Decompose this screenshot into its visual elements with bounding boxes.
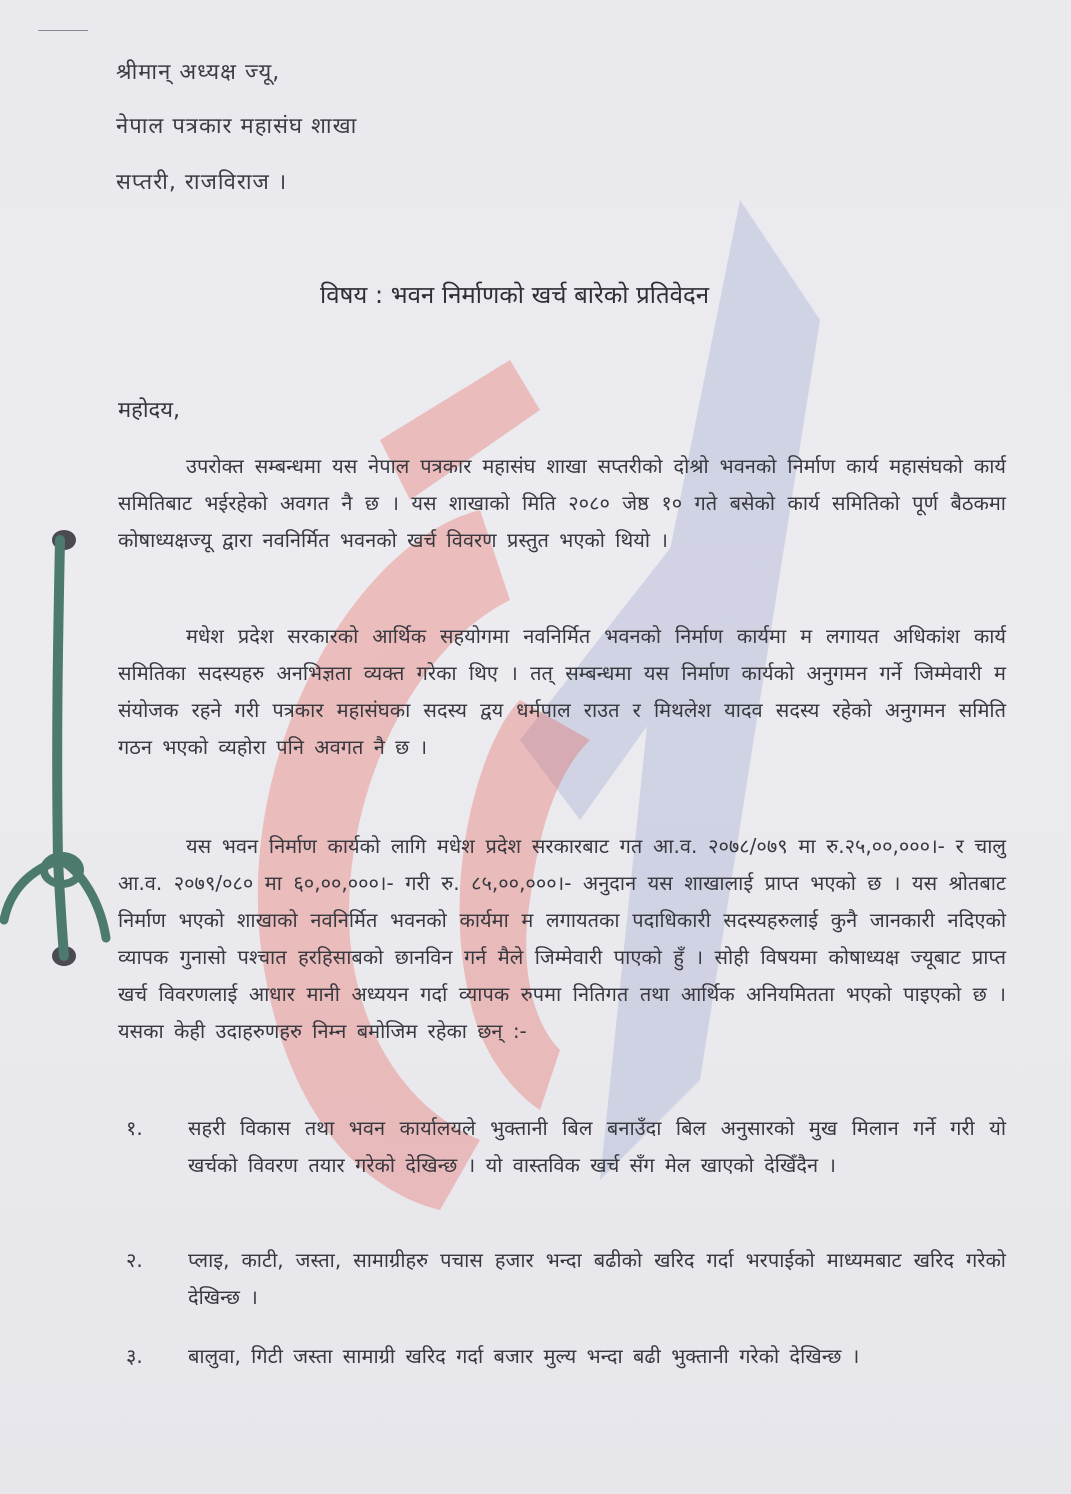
paragraph-2: मधेश प्रदेश सरकारको आर्थिक सहयोगमा नवनिर्मित भवनको निर्माण कार्यमा म लगायत अधिकांश कार्य समितिका सदस्यहरु अनभिज्ञता व्यक्त गरेका थिए । तत् सम्बन्धमा यस निर्माण कार्यको अनुगमन गर्ने जिम्मेवारी म संयोजक रहने गरी पत्रकार महासंघका सदस्य द्वय धर्मपाल राउत र मिथलेश यादव सदस्य रहेको अनुगमन समिति गठन भएको व्यहोरा पनि अवगत नै छ । — [118, 624, 1006, 759]
subject-line: विषय : भवन निर्माणको खर्च बारेको प्रतिवेदन — [320, 281, 710, 309]
edge-mark — [38, 30, 88, 31]
salutation: महोदय, — [118, 398, 180, 423]
paragraph-3: यस भवन निर्माण कार्यको लागि मधेश प्रदेश सरकारबाट गत आ.व. २०७८/०७९ मा रु.२५,००,०००।- र चालु आ.व. २०७९/०८० मा ६०,००,०००।- गरी रु. ८५,००,०००।- अनुदान यस शाखालाई प्राप्त भएको छ । यस श्रोतबाट निर्माण भएको शाखाको नवनिर्मित भवनको कार्यमा म लगायतका पदाधिकारी सदस्यहरुलाई कुनै जानकारी नदिएको व्यापक गुनासो पश्चात हरहिसाबको छानविन गर्न मैले जिम्मेवारी पाएको हुँ । सोही विषयमा कोषाध्यक्ष ज्यूबाट प्राप्त खर्च विवरणलाई आधार मानी अध्ययन गर्दा व्यापक रुपमा नितिगत तथा आर्थिक अनियमितता भएको पाइएको छ । यसका केही उदाहरुणहरु निम्न बमोजिम रहेका छन् :- — [118, 834, 1006, 1043]
address-line-3: सप्तरी, राजविराज । — [116, 170, 288, 195]
list-item-number: १. — [126, 1116, 143, 1140]
address-line-1: श्रीमान् अध्यक्ष ज्यू, — [116, 60, 281, 85]
address-line-2: नेपाल पत्रकार महासंघ शाखा — [116, 114, 358, 139]
list-item-text: बालुवा, गिटी जस्ता सामाग्री खरिद गर्दा बजार मुल्य भन्दा बढी भुक्तानी गरेको देखिन्छ । — [188, 1344, 860, 1368]
list-item-number: २. — [126, 1248, 143, 1272]
list-item-number: ३. — [126, 1344, 143, 1368]
paragraph-1: उपरोक्त सम्बन्धमा यस नेपाल पत्रकार महासंघ शाखा सप्तरीको दोश्रो भवनको निर्माण कार्य महासंघको कार्य समितिबाट भईरहेको अवगत नै छ । यस शाखाको मिति २०८० जेष्ठ १० गते बसेको कार्य समितिको पूर्ण बैठकमा कोषाध्यक्षज्यू द्वारा नवनिर्मित भवनको खर्च विवरण प्रस्तुत भएको थियो । — [118, 454, 1006, 552]
binding-string — [0, 520, 120, 980]
list-item-text: प्लाइ, काटी, जस्ता, सामाग्रीहरु पचास हजार भन्दा बढीको खरिद गर्दा भरपाईको माध्यमबाट खरिद गरेको देखिन्छ । — [188, 1248, 1006, 1309]
list-item-text: सहरी विकास तथा भवन कार्यालयले भुक्तानी बिल बनाउँदा बिल अनुसारको मुख मिलान गर्ने गरी यो खर्चको विवरण तयार गरेको देखिन्छ । यो वास्तविक खर्च सँग मेल खाएको देखिँदैन । — [188, 1116, 1006, 1177]
